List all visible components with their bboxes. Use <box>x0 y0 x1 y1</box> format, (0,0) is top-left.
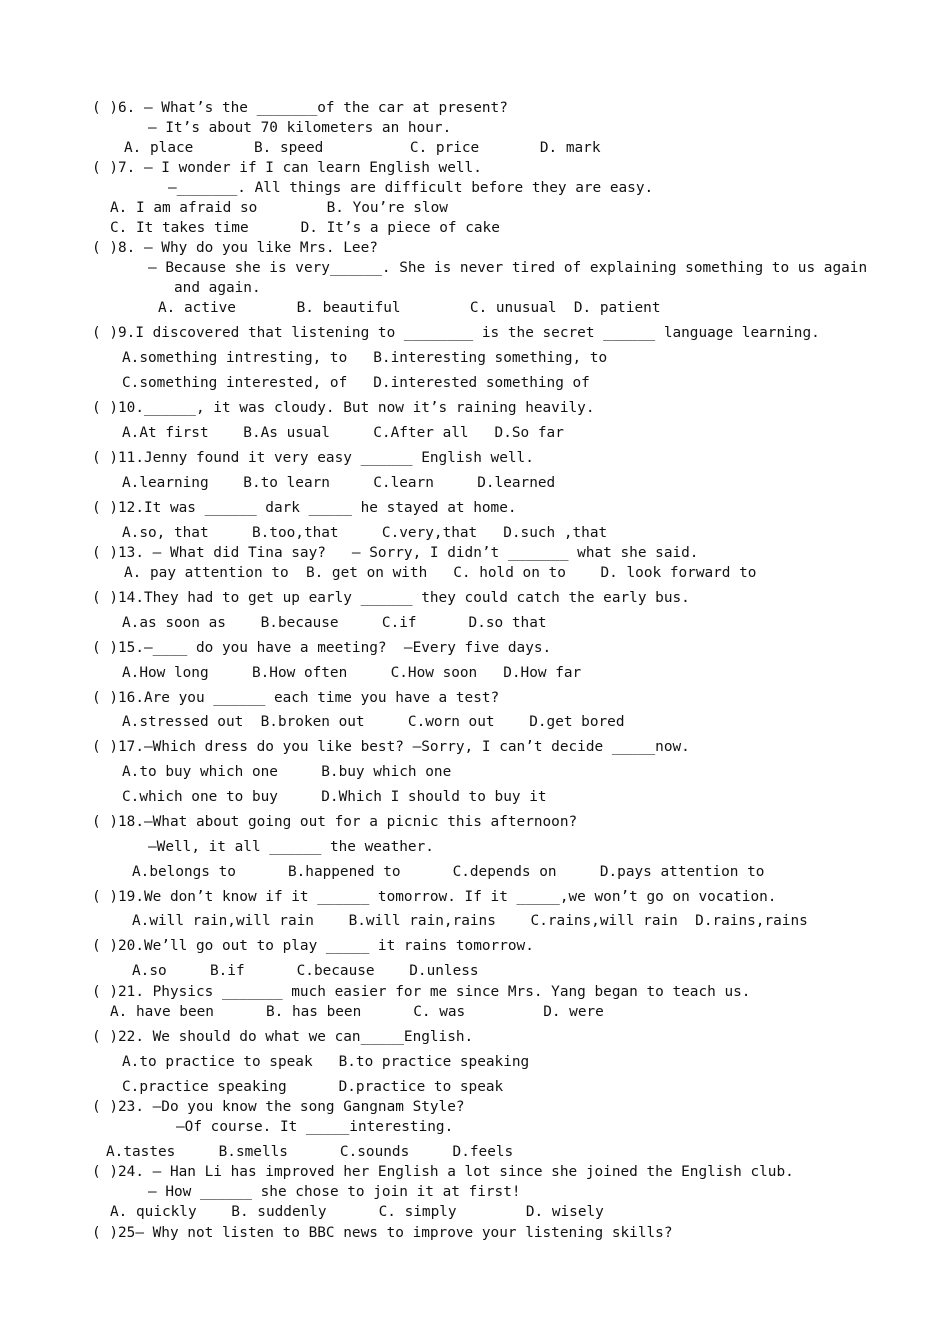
text-line: — How ______ she chose to join it at first! <box>148 1184 521 1200</box>
text-line: A.stressed out B.broken out C.worn out D.get bored <box>122 714 625 730</box>
text-line: ( )12.It was ______ dark _____ he stayed at home. <box>92 500 517 516</box>
text-line: A.to buy which one B.buy which one <box>122 764 452 780</box>
text-line: —Well, it all ______ the weather. <box>148 839 434 855</box>
text-line: ( )23. —Do you know the song Gangnam Style? <box>92 1099 465 1115</box>
text-line: ( )21. Physics _______ much easier for me since Mrs. Yang began to teach us. <box>92 984 751 1000</box>
text-line: and again. <box>174 280 261 296</box>
text-line: ( )9.I discovered that listening to ________ is the secret ______ language learning. <box>92 325 820 341</box>
text-line: ( )19.We don’t know if it ______ tomorrow. If it _____,we won’t go on vocation. <box>92 889 777 905</box>
text-line: A.How long B.How often C.How soon D.How far <box>122 665 582 681</box>
text-line: A.At first B.As usual C.After all D.So far <box>122 425 564 441</box>
text-line: —_______. All things are difficult before they are easy. <box>168 180 654 196</box>
text-line: ( )22. We should do what we can_____English. <box>92 1029 474 1045</box>
text-line: ( )18.—What about going out for a picnic this afternoon? <box>92 814 578 830</box>
text-line: — Because she is very______. She is never tired of explaining something to us again <box>148 260 868 276</box>
text-line: A. have been B. has been C. was D. were <box>110 1004 604 1020</box>
text-line: A.belongs to B.happened to C.depends on D.pays attention to <box>132 864 765 880</box>
text-line: A.learning B.to learn C.learn D.learned <box>122 475 556 491</box>
text-line: ( )15.—____ do you have a meeting? —Every five days. <box>92 640 552 656</box>
text-line: —Of course. It _____interesting. <box>176 1119 454 1135</box>
text-line: ( )14.They had to get up early ______ they could catch the early bus. <box>92 590 690 606</box>
text-line: A.will rain,will rain B.will rain,rains C.rains,will rain D.rains,rains <box>132 913 808 929</box>
text-line: A. quickly B. suddenly C. simply D. wisely <box>110 1204 604 1220</box>
text-line: ( )17.—Which dress do you like best? —Sorry, I can’t decide _____now. <box>92 739 690 755</box>
text-line: C. It takes time D. It’s a piece of cake <box>110 220 500 236</box>
text-line: ( )24. — Han Li has improved her English a lot since she joined the English club. <box>92 1164 794 1180</box>
text-line: ( )6. — What’s the _______of the car at present? <box>92 100 508 116</box>
text-line: A.something intresting, to B.interesting something, to <box>122 350 608 366</box>
text-line: ( )25— Why not listen to BBC news to improve your listening skills? <box>92 1225 673 1241</box>
text-line: ( )20.We’ll go out to play _____ it rains tomorrow. <box>92 938 534 954</box>
text-line: C.which one to buy D.Which I should to buy it <box>122 789 547 805</box>
text-line: C.something interested, of D.interested something of <box>122 375 590 391</box>
text-line: — It’s about 70 kilometers an hour. <box>148 120 452 136</box>
text-line: A. I am afraid so B. You’re slow <box>110 200 448 216</box>
text-line: ( )7. — I wonder if I can learn English well. <box>92 160 482 176</box>
text-line: C.practice speaking D.practice to speak <box>122 1079 504 1095</box>
text-line: A. pay attention to B. get on with C. hold on to D. look forward to <box>124 565 757 581</box>
text-line: A. active B. beautiful C. unusual D. patient <box>158 300 661 316</box>
text-line: A. place B. speed C. price D. mark <box>124 140 601 156</box>
text-line: A.tastes B.smells C.sounds D.feels <box>106 1144 514 1160</box>
text-line: A.so, that B.too,that C.very,that D.such ,that <box>122 525 608 541</box>
text-line: ( )11.Jenny found it very easy ______ English well. <box>92 450 534 466</box>
text-line: ( )13. — What did Tina say? — Sorry, I didn’t _______ what she said. <box>92 545 699 561</box>
text-line: A.so B.if C.because D.unless <box>132 963 479 979</box>
text-line: A.to practice to speak B.to practice speaking <box>122 1054 530 1070</box>
text-line: ( )10.______, it was cloudy. But now it’s raining heavily. <box>92 400 595 416</box>
text-line: A.as soon as B.because C.if D.so that <box>122 615 547 631</box>
text-line: ( )8. — Why do you like Mrs. Lee? <box>92 240 378 256</box>
text-line: ( )16.Are you ______ each time you have a test? <box>92 690 500 706</box>
